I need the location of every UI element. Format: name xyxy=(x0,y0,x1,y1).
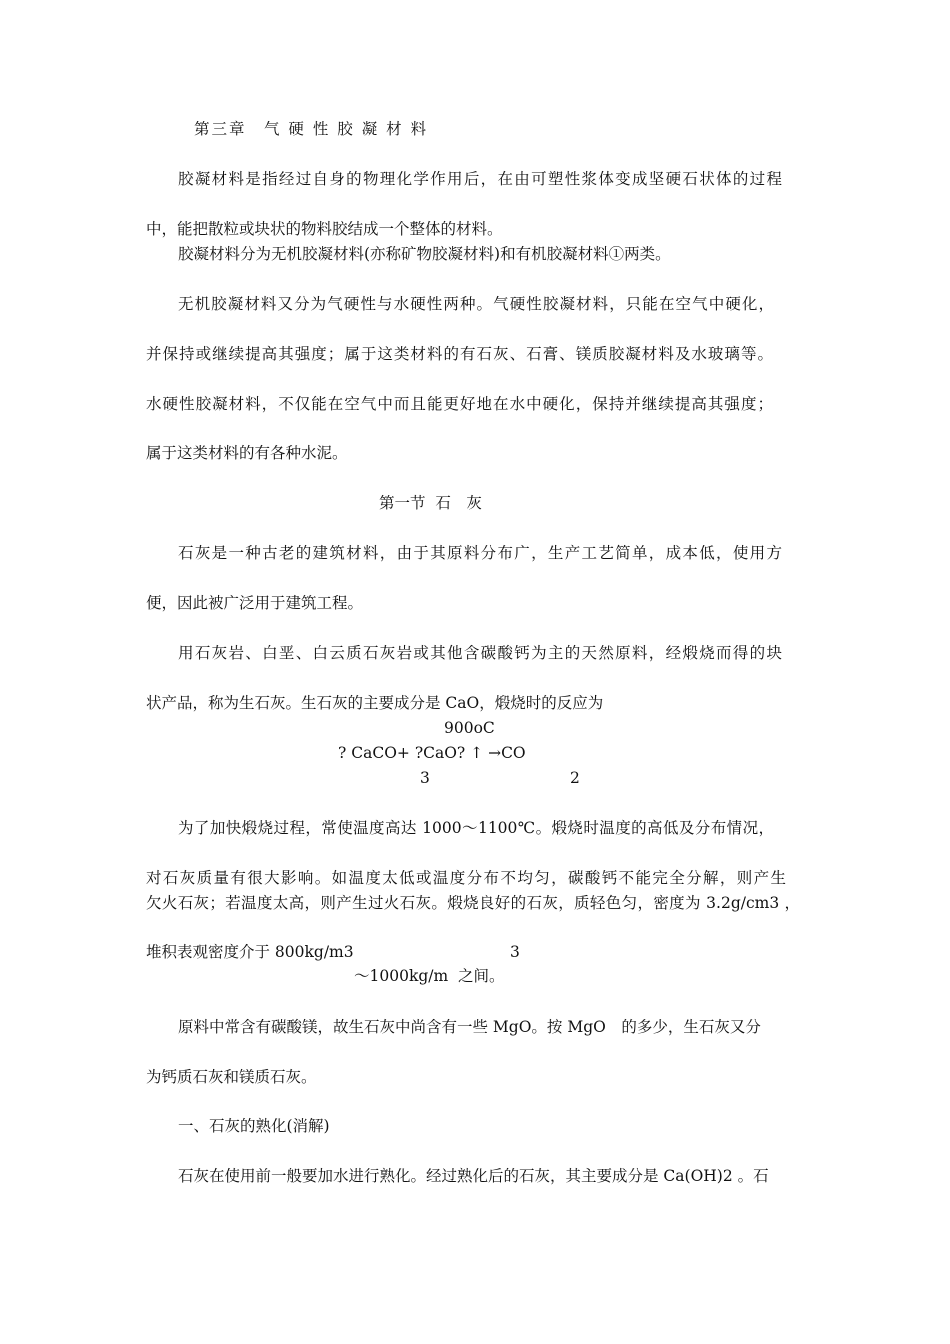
paragraph-line: 对石灰质量有很大影响。如温度太低或温度分布不均匀，碳酸钙不能完全分解，则产生 xyxy=(146,869,786,887)
paragraph-line: 水硬性胶凝材料，不仅能在空气中而且能更好地在水中硬化，保持并继续提高其强度； xyxy=(146,395,773,413)
equation-subscript: 2 xyxy=(570,769,580,787)
paragraph-line: 状产品，称为生石灰。生石灰的主要成分是 CaO，煅烧时的反应为 xyxy=(146,694,604,712)
subsection-heading: 一、石灰的熟化(消解) xyxy=(178,1117,330,1135)
section-title: 第一节 石 灰 xyxy=(379,494,482,512)
paragraph-line: 石灰在使用前一般要加水进行熟化。经过熟化后的石灰，其主要成分是 Ca(OH)2 。石 xyxy=(178,1167,769,1185)
equation-subscript: 3 xyxy=(420,769,430,787)
paragraph-line: 原料中常含有碳酸镁，故生石灰中尚含有一些 MgO。按 MgO 的多少，生石灰又分 xyxy=(178,1018,761,1036)
paragraph-line: 为了加快煅烧过程，常使温度高达 1000～1100℃。煅烧时温度的高低及分布情况， xyxy=(178,819,774,837)
paragraph-line: 无机胶凝材料又分为气硬性与水硬性两种。气硬性胶凝材料，只能在空气中硬化， xyxy=(178,295,774,313)
paragraph-line: 并保持或继续提高其强度；属于这类材料的有石灰、石膏、镁质胶凝材料及水玻璃等。 xyxy=(146,345,773,363)
chapter-title: 第三章 气 硬 性 胶 凝 材 料 xyxy=(194,120,429,138)
paragraph-line: 便，因此被广泛用于建筑工程。 xyxy=(146,594,364,612)
paragraph-line: 用石灰岩、白垩、白云质石灰岩或其他含碳酸钙为主的天然原料，经煅烧而得的块 xyxy=(178,644,782,662)
paragraph-line: 堆积表观密度介于 800kg/m3 xyxy=(146,943,354,961)
unit-superscript: 3 xyxy=(510,943,520,961)
paragraph-line: 中，能把散粒或块状的物料胶结成一个整体的材料。 xyxy=(146,220,503,238)
paragraph-line: 属于这类材料的有各种水泥。 xyxy=(146,444,348,462)
paragraph-line: 欠火石灰；若温度太高，则产生过火石灰。煅烧良好的石灰，质轻色匀，密度为 3.2g/cm3 ， xyxy=(146,894,800,912)
equation-temperature: 900oC xyxy=(444,719,495,737)
paragraph-line: 石灰是一种古老的建筑材料，由于其原料分布广，生产工艺简单，成本低，使用方 xyxy=(178,544,782,562)
paragraph-line: ～1000kg/m 之间。 xyxy=(354,967,505,985)
chemical-equation: ? CaCO+ ?CaO? ↑ →CO xyxy=(338,744,526,762)
paragraph-line: 胶凝材料是指经过自身的物理化学作用后，在由可塑性浆体变成坚硬石状体的过程 xyxy=(178,170,782,188)
paragraph-line: 为钙质石灰和镁质石灰。 xyxy=(146,1068,317,1086)
paragraph-line: 胶凝材料分为无机胶凝材料(亦称矿物胶凝材料)和有机胶凝材料①两类。 xyxy=(178,245,671,263)
